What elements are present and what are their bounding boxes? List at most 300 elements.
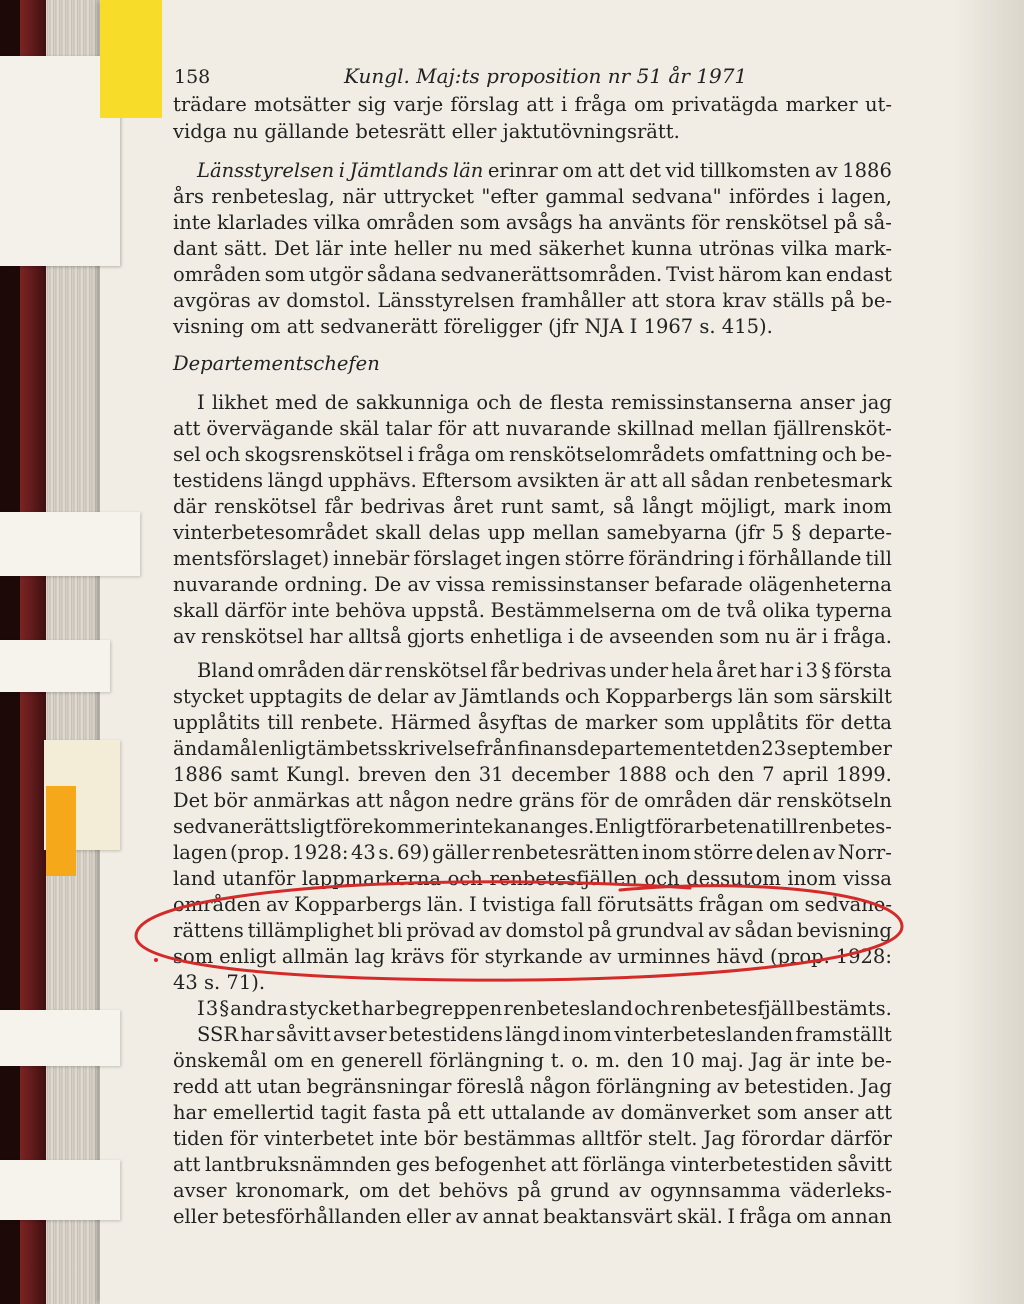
word: runt [501, 495, 544, 518]
section-heading: Departementschefen [173, 352, 380, 375]
word: som [264, 263, 305, 286]
text-line [173, 598, 892, 624]
word: året [452, 495, 494, 518]
word: det [398, 1179, 431, 1202]
word: alltför [581, 1127, 642, 1150]
word: december [511, 763, 610, 786]
text-line [173, 840, 892, 866]
italic-word: i [338, 159, 346, 182]
word: begreppen [395, 997, 503, 1020]
word: fjällrensköt- [773, 417, 892, 440]
word: bli [377, 919, 403, 942]
word: bevisning [796, 919, 892, 942]
word: remissinstanser [491, 573, 649, 596]
word: vidga nu gällande betesrätt eller jaktutövningsrätt. [173, 120, 680, 143]
word: och [634, 997, 670, 1020]
word: ut- [864, 93, 892, 116]
word: Eftersom [421, 469, 513, 492]
word: sel [173, 443, 201, 466]
word: gräns [518, 789, 575, 812]
word: av [618, 1179, 642, 1202]
word: upplåtits [173, 711, 261, 734]
word: mentsförslaget) [173, 547, 330, 570]
word: de [579, 625, 604, 648]
word: 1886 [842, 159, 892, 182]
word: utrönas [698, 237, 775, 260]
word: att [173, 1153, 201, 1176]
word: remissinstanserna [610, 391, 793, 414]
word: departe- [808, 521, 892, 544]
word: av [407, 573, 431, 596]
word: allmän [281, 945, 349, 968]
word: ogynnsamma [650, 1179, 781, 1202]
word: Jämtlands [461, 685, 560, 708]
word: avseenden [608, 625, 714, 648]
word: möjligt, [700, 495, 777, 518]
word: inom [562, 1023, 612, 1046]
word: i [796, 659, 803, 682]
word: grundval [615, 919, 705, 942]
word: renbeteslag, [211, 185, 335, 208]
word: förutsätts [597, 893, 694, 916]
word: Kungl. [286, 763, 351, 786]
word: har [309, 625, 343, 648]
italic-word: Länsstyrelsen [197, 159, 335, 182]
word: Kopparbergs [294, 893, 422, 916]
word: krävs [390, 945, 445, 968]
word: hela [671, 659, 714, 682]
word: varje [393, 93, 444, 116]
word: andra [230, 997, 288, 1020]
word: bestämmas [463, 1127, 576, 1150]
word: de [518, 391, 543, 414]
word: den [626, 1049, 664, 1072]
word: bör [423, 1127, 458, 1150]
word: det [629, 159, 661, 182]
word: län [737, 685, 769, 708]
word: fasta [372, 1101, 422, 1124]
word: Det [173, 789, 209, 812]
word: områden [366, 211, 455, 234]
word: från [475, 737, 517, 760]
text-line [173, 788, 892, 814]
word: vid [665, 159, 696, 182]
word: 43 s. 71). [173, 971, 266, 994]
word: om [273, 1049, 304, 1072]
word: för [450, 945, 479, 968]
word: på [517, 1179, 542, 1202]
word: trädare [173, 93, 247, 116]
text-line [173, 918, 892, 944]
word: marker [585, 711, 658, 734]
text-line [173, 1100, 892, 1126]
word: lappmarkerna [301, 867, 442, 890]
word: fråga [739, 1205, 792, 1228]
word: om [768, 893, 800, 916]
word: tvistiga [482, 893, 556, 916]
word: bestämts. [795, 997, 892, 1020]
word: ett [457, 1101, 485, 1124]
word: § [791, 521, 802, 544]
word: samebyarna [606, 521, 727, 544]
word: betesförhållanden [222, 1205, 402, 1228]
word: upp [487, 521, 526, 544]
word: vinterbetestiden [670, 1153, 833, 1176]
word: rättens [173, 919, 244, 942]
word: av [173, 625, 196, 648]
word: väderleks- [789, 1179, 892, 1202]
word: förordar [741, 1127, 825, 1150]
text-line [173, 736, 892, 762]
word: Härmed [390, 711, 472, 734]
text-line [173, 1204, 892, 1230]
word: därför [224, 599, 287, 622]
word: I [469, 893, 477, 916]
word: av [455, 1205, 478, 1228]
word: om [661, 599, 692, 622]
word: och [644, 867, 680, 890]
text-line [173, 710, 892, 736]
text-line [173, 184, 892, 210]
word: testidens [173, 469, 264, 492]
text-line [173, 494, 892, 520]
word: de [324, 391, 349, 414]
text-line [173, 814, 892, 840]
word: vilka [781, 237, 828, 260]
running-title: Kungl. Maj:ts proposition nr 51 år 1971 [344, 64, 748, 88]
word: på [587, 919, 612, 942]
word: behöva [335, 599, 407, 622]
word: marker [785, 93, 858, 116]
word: beaktansvärt [543, 1205, 673, 1228]
word: s. [378, 841, 395, 864]
word: sedvana" [631, 185, 722, 208]
word: erinrar [487, 159, 558, 182]
word: uttalande [491, 1101, 586, 1124]
word: skall [375, 521, 422, 544]
word: där [173, 495, 207, 518]
word: anmärkas [253, 789, 351, 812]
italic-word: Jämtlands [349, 159, 449, 182]
word: talar [385, 417, 432, 440]
word: stycket [173, 685, 244, 708]
word: förlängning [596, 1075, 712, 1098]
word: delar [376, 685, 429, 708]
text-line [173, 546, 892, 572]
word: eller [405, 1205, 451, 1228]
word: anser [799, 391, 855, 414]
word: den [434, 763, 471, 786]
word: 1888 [617, 763, 668, 786]
word: de [554, 711, 579, 734]
word: avser [333, 1023, 387, 1046]
word: är [795, 625, 817, 648]
word: generell [341, 1049, 423, 1072]
word: inom [842, 495, 892, 518]
word: renbetesfjäll [670, 997, 795, 1020]
word: till [771, 815, 799, 838]
word: april [782, 763, 829, 786]
word: inte [379, 1127, 418, 1150]
word: tillämplighet [247, 919, 374, 942]
text-line [173, 158, 892, 184]
text-line [173, 119, 892, 145]
text-line [173, 236, 892, 262]
word: 10 [670, 1049, 695, 1072]
text-line [173, 92, 892, 118]
word: större [564, 547, 625, 570]
word: befogenhet [434, 1153, 547, 1176]
word: avgöras [173, 289, 251, 312]
word: av [591, 1101, 615, 1124]
word: upphävs. [327, 469, 417, 492]
word: breven [358, 763, 427, 786]
word: län. [427, 893, 464, 916]
word: sedvanerättsligt [173, 815, 334, 838]
word: ha [578, 211, 603, 234]
word: annat [482, 1205, 539, 1228]
text-line [173, 684, 892, 710]
word: likhet [211, 391, 269, 414]
word: i [817, 185, 824, 208]
word: (prop. [769, 945, 830, 968]
text-line [173, 996, 892, 1022]
word: skillnad [617, 417, 695, 440]
word: sedvanerättsområden. [440, 263, 663, 286]
word: inom [641, 841, 691, 864]
text-line [173, 866, 892, 892]
word: innebär [333, 547, 410, 570]
word: 23 [761, 737, 787, 760]
word: förhållande [748, 547, 862, 570]
word: får [324, 495, 353, 518]
word: Jag [859, 1075, 892, 1098]
word: domänverket [620, 1101, 751, 1124]
word: visning om att sedvanerätt föreligger (jfr NJA I 1967 s. 415). [173, 315, 773, 338]
word: delen [755, 841, 811, 864]
word: enligt [258, 737, 316, 760]
word: 3 [205, 997, 219, 1020]
word: De [374, 573, 402, 596]
word: på [830, 289, 855, 312]
word: (jfr [734, 521, 765, 544]
word: sedvane- [804, 893, 892, 916]
word: domstol. [286, 289, 372, 312]
word: större [693, 841, 754, 864]
word: detta [840, 711, 892, 734]
word: 43 [351, 841, 376, 864]
word: att [597, 159, 625, 182]
word: av [266, 893, 289, 916]
word: om [359, 1179, 390, 1202]
word: ordning. [284, 573, 369, 596]
word: 7 [762, 763, 775, 786]
word: utan [256, 1075, 302, 1098]
word: som [773, 685, 814, 708]
word: kronomark, [235, 1179, 351, 1202]
word: nuvarande [505, 417, 611, 440]
word: privatägda [671, 93, 779, 116]
word: styrkande [484, 945, 583, 968]
word: tagit [320, 1101, 367, 1124]
word: med [489, 237, 532, 260]
word: någon [388, 789, 450, 812]
word: renskötselområdets [509, 443, 705, 466]
word: 69) [397, 841, 430, 864]
word: I [197, 997, 205, 1020]
word: och [447, 867, 483, 890]
word: fråga [574, 93, 627, 116]
word: bör [213, 789, 248, 812]
word: delas [428, 521, 481, 544]
word: Det [274, 237, 310, 260]
word: be- [861, 1049, 892, 1072]
word: prövad [406, 919, 476, 942]
word: olika [762, 599, 811, 622]
word: för [229, 1127, 258, 1150]
text-line [173, 762, 892, 788]
word: utgör [308, 263, 363, 286]
word: för [805, 711, 834, 734]
word: sådan [734, 919, 793, 942]
word: på [833, 211, 858, 234]
word: och [674, 763, 711, 786]
word: utanför [222, 867, 296, 890]
word: förlängning [429, 1049, 545, 1072]
word: i [821, 625, 829, 648]
word: ställs [772, 289, 825, 312]
text-line [173, 892, 892, 918]
word: lagen, [831, 185, 892, 208]
word: renbete. [300, 711, 384, 734]
word: i [560, 93, 568, 116]
text-line [173, 1126, 892, 1152]
word: ingen [505, 547, 561, 570]
word: renbetesland [503, 997, 634, 1020]
word: Bestämmelserna [490, 599, 656, 622]
word: av [588, 945, 612, 968]
word: och [564, 685, 601, 708]
word: o. [571, 1049, 589, 1072]
word: 31 [478, 763, 504, 786]
word: annan [830, 1205, 892, 1228]
word: dant [173, 237, 218, 260]
word: stelt. [647, 1127, 698, 1150]
text-line [173, 572, 892, 598]
word: be- [861, 443, 892, 466]
word: som [756, 1101, 798, 1124]
word: att [864, 1101, 892, 1124]
word: en [310, 1049, 335, 1072]
word: 5 [771, 521, 785, 544]
word: har [759, 659, 794, 682]
word: vinterbetesområdet [173, 521, 368, 544]
word: där [737, 789, 772, 812]
word: emellertid [212, 1101, 315, 1124]
word: betestidens [388, 1023, 503, 1046]
word: vissa [843, 867, 892, 890]
word: Jag [750, 1049, 783, 1072]
text-line [173, 1152, 892, 1178]
word: inte [349, 237, 388, 260]
word: har [173, 1101, 207, 1124]
word: SSR [197, 1023, 239, 1046]
word: inom [787, 867, 837, 890]
word: ges [395, 1153, 430, 1176]
word: flesta [549, 391, 604, 414]
word: renskötsel [201, 625, 304, 648]
word: vinterbeteslanden [614, 1023, 794, 1046]
word: 1928: [292, 841, 349, 864]
word: uppstå. [411, 599, 485, 622]
word: Länsstyrelsen [377, 289, 515, 312]
word: och [821, 443, 858, 466]
word: härom [718, 263, 782, 286]
word: tiden [173, 1127, 224, 1150]
word: att [355, 789, 384, 812]
word: förändring [628, 547, 735, 570]
word: Enligt [594, 815, 655, 838]
word: redd [173, 1075, 219, 1098]
word: lagen [173, 841, 228, 864]
text-line [173, 442, 892, 468]
word: de [347, 685, 372, 708]
word: områden [173, 893, 261, 916]
word: mellan [532, 521, 600, 544]
word: skäl. [676, 1205, 723, 1228]
word: den [717, 763, 755, 786]
word: 1928: [835, 945, 892, 968]
word: längd [505, 1023, 561, 1046]
word: betestiden. [744, 1075, 855, 1098]
word: 1899. [836, 763, 892, 786]
word: om [562, 159, 593, 182]
word: särskilt [818, 685, 892, 708]
word: önskemål [173, 1049, 268, 1072]
word: endast [825, 263, 892, 286]
word: två [726, 599, 757, 622]
text-line [173, 262, 892, 288]
word: års [173, 185, 204, 208]
word: ändamål [173, 737, 258, 760]
word: och [205, 443, 241, 466]
word: områden [257, 659, 346, 682]
word: begränsningar [306, 1075, 452, 1098]
word: sig [357, 93, 387, 116]
word: i [567, 625, 575, 648]
word: kunna [631, 237, 693, 260]
word: renbetesmark [753, 469, 892, 492]
word: avsikten [516, 469, 600, 492]
word: med [275, 391, 318, 414]
word: under [609, 659, 669, 682]
word: av [716, 1075, 740, 1098]
word: förarbetena [654, 815, 772, 838]
word: motsätter [254, 93, 351, 116]
word: Bland [197, 659, 255, 682]
word: Kopparbergs [605, 685, 733, 708]
word: förlänga [582, 1153, 666, 1176]
word: kan [785, 263, 822, 286]
word: mellan [700, 417, 768, 440]
word: till [267, 711, 294, 734]
text-line [173, 970, 892, 996]
word: Norr- [837, 841, 892, 864]
word: Jag [703, 1127, 736, 1150]
word: § [821, 659, 831, 682]
word: 1886 [173, 763, 223, 786]
word: så [612, 495, 635, 518]
